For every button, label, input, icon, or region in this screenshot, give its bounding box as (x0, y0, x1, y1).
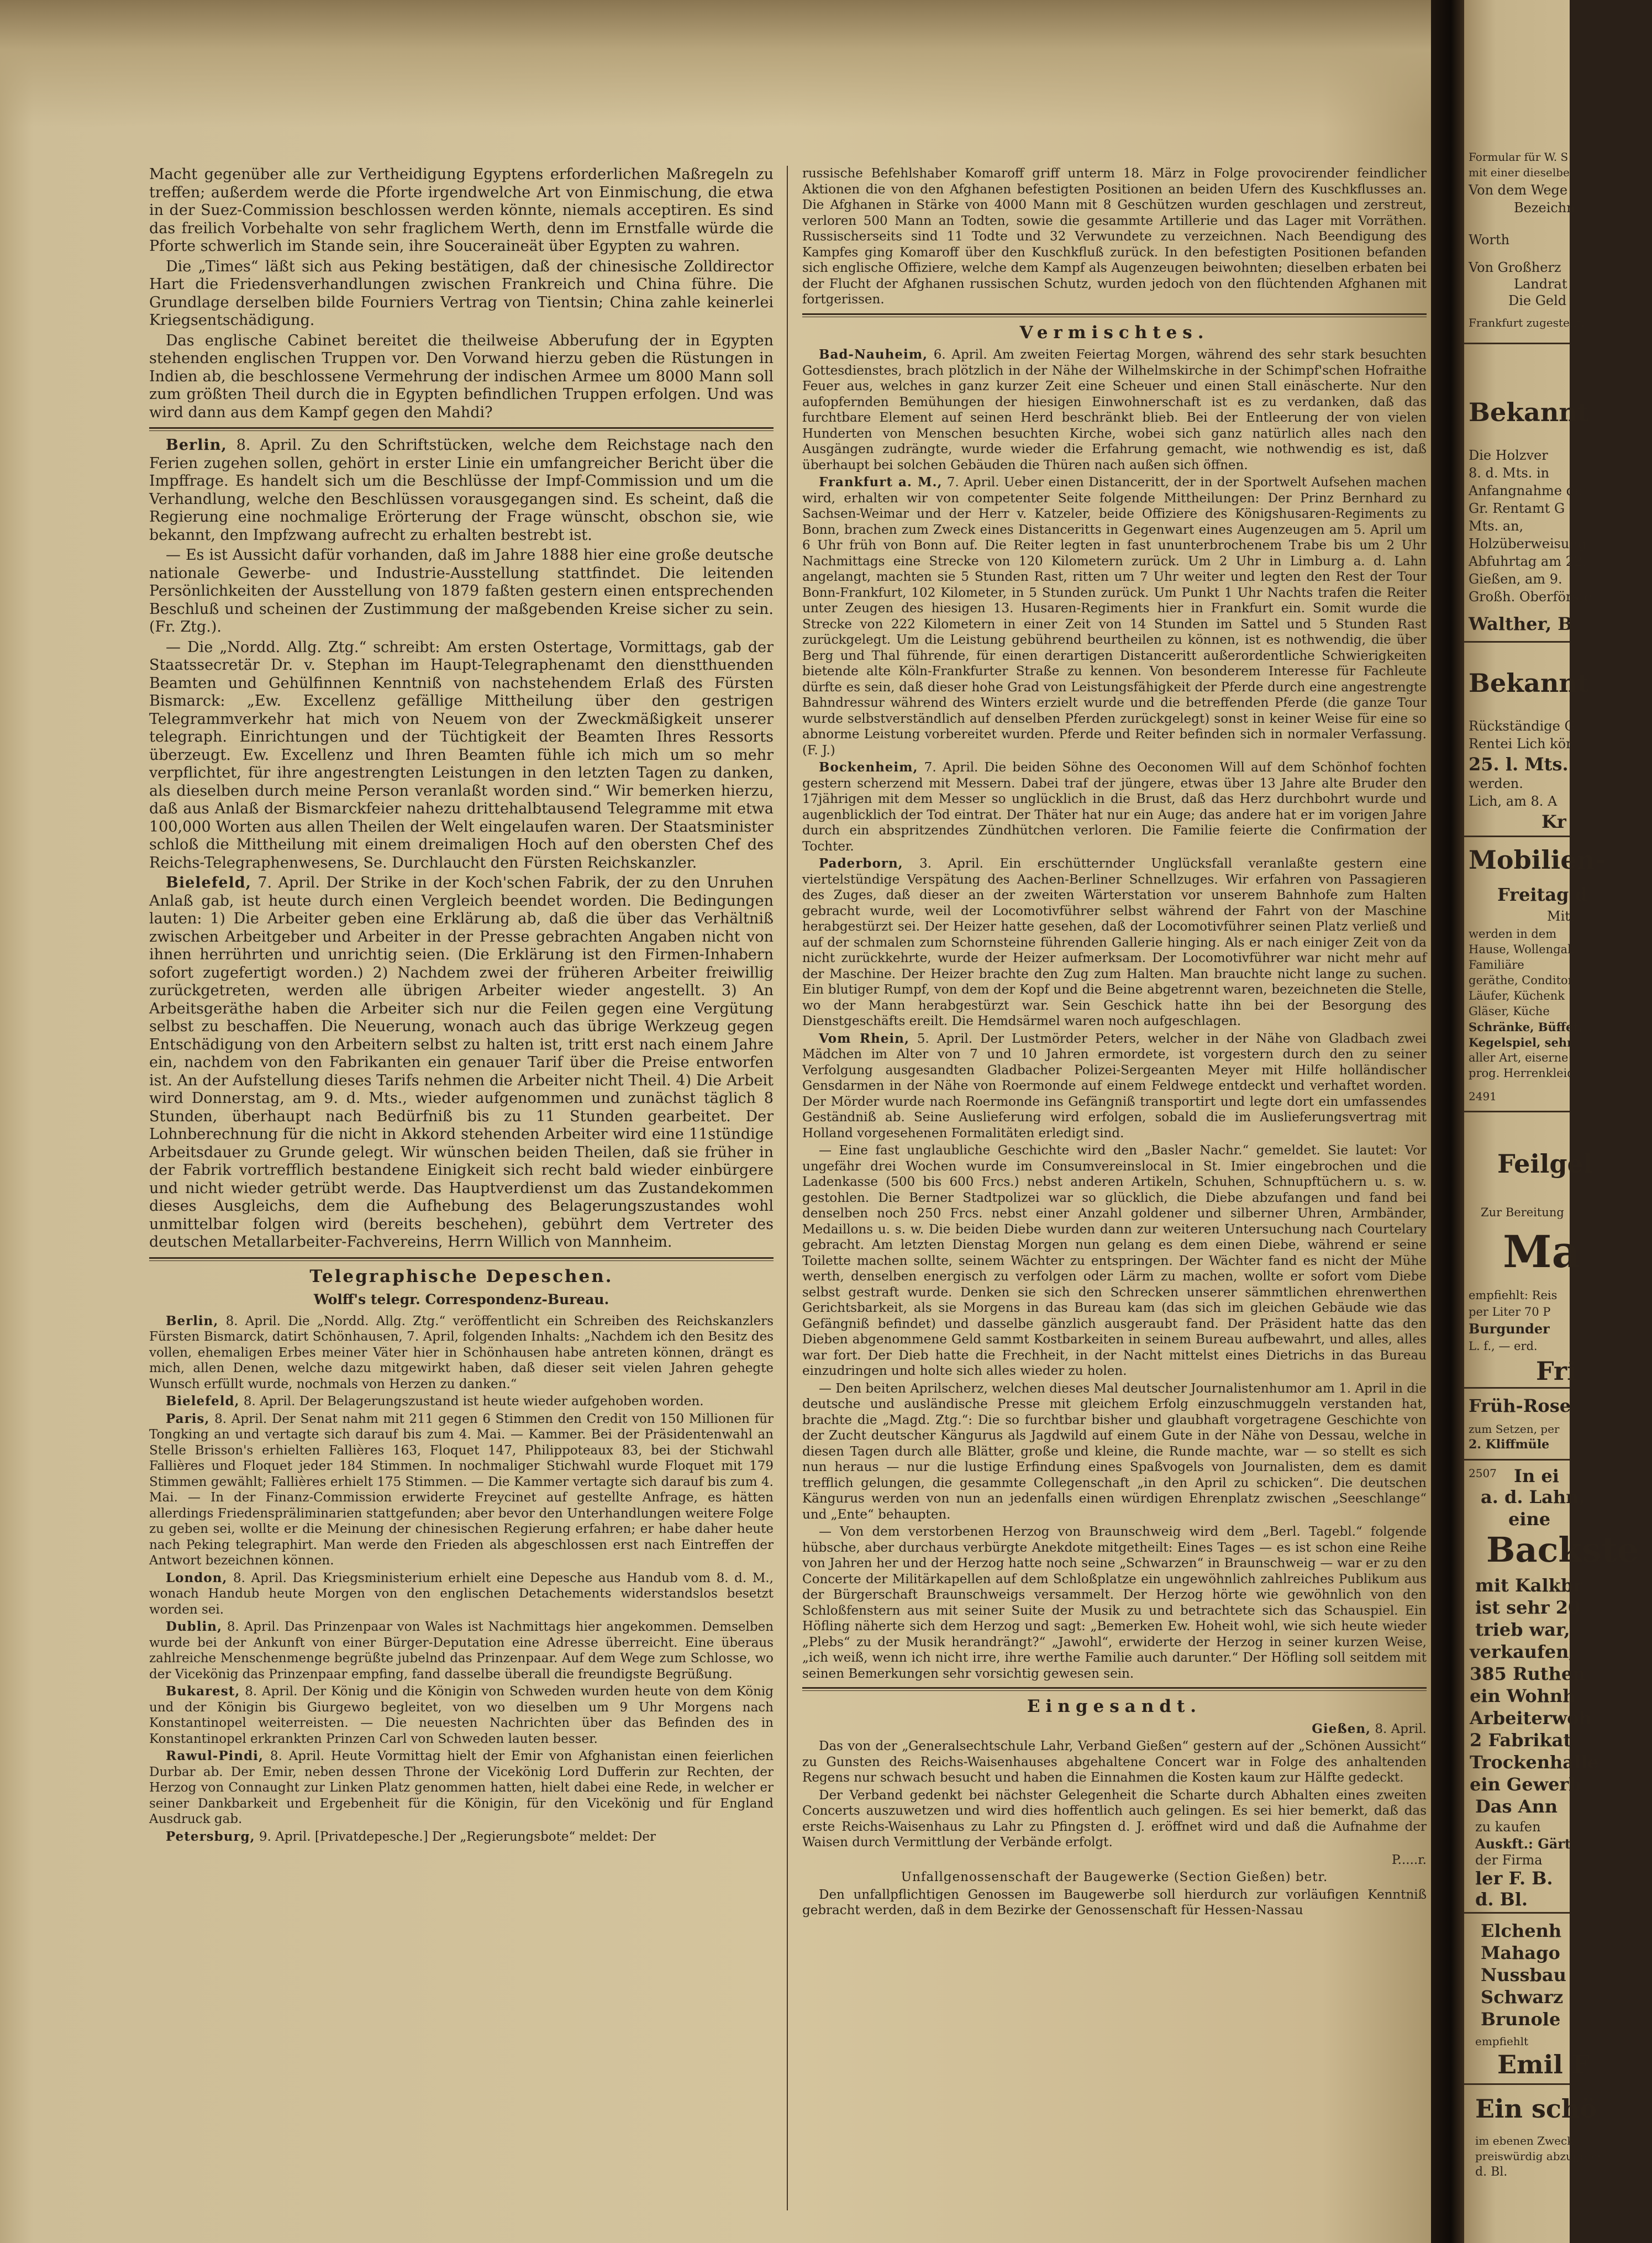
telegraph-text: 8. April. Der Senat nahm mit 211 gegen 6 Stimmen den Credit von 150 Millionen für Tongking an und vertagte sich darauf bis zum 4. Mai. — Kammer. Bei der Präsidentenwahl an Stelle Brisson's erhielten Fallières 163, Floquet 147, Philippoteaux 83, bei der Stichwahl Fallières und Floquet jeder 184 Stimmen. In nochmaliger Stichwahl wurde Floquet mit 179 Stimmen gewählt; Fallières erhielt 175 Stimmen. — Die Kammer vertagte sich darauf bis zum 4. Mai. — In der Finanz-Commission erwiderte Freycinet auf gestellte Anfrage, es hätten allerdings Friedenspräliminarien stattgefunden; aber bevor den Unterhandlungen weitere Folge zu geben sei, wollte er die Meinung der chinesischen Regierung erfahren; er habe daher heute nach Peking telegraphirt. Man werde den Frieden als abgeschlossen erst nach Eintreffen der Antwort bezeichnen können. (149, 1411, 774, 1568)
vermischtes-text: — Von dem verstorbenen Herzog von Braunschweig wird dem „Berl. Tagebl.“ folgende hübsche, aber durchaus verbürgte Anekdote mitgetheilt: Eines Tages — es ist schon eine Reihe von Jahren her und der Herzog hatte noch seine „Schwarzen“ in Braunschweig — war er zu den Concerte der Militärkapellen auf dem Schloßplatze ein ungewöhnlich zahlreiches Publikum aus der Bürgerschaft Braunschweigs versammelt. Der Herzog hörte wie gewöhnlich von den Schloßfenstern aus mit seiner Suite der Musik zu und betrachtete sich das Schauspiel. Ein Höfling näherte sich dem Herzog und sagt: „Bemerken Ew. Hoheit wohl, wie sich heute wieder „Plebs“ zu der Musik herandrängt?“ „Jawohl“, erwiderte der Herzog in seiner kurzen Weise, „ich weiß, wenn ich nicht irre, ihre werthe Familie auch darunter.“ Der Höfling soll seitdem mit seinen Bemerkungen sehr vorsichtig gewesen sein. (802, 1525, 1427, 1681)
vermischtes-list (802, 347, 1427, 1682)
section-divider (802, 1687, 1427, 1691)
vermischtes-item (802, 856, 1427, 1029)
fragment-text: a. d. Lahn, (1481, 1486, 1585, 1507)
article-berlin-telegram: — Die „Nordd. Allg. Ztg.“ schreibt: Am ersten Ostertage, Vormittags, gab der Staatssecretär Dr. v. Stephan im Haupt-Telegraphenamt den dienstthuenden Beamten und Gehülfinnen Kenntniß von nachstehendem Erlaß des Fürsten Bismarck: „Ew. Excellenz gefällige Mittheilung über den gestrigen Telegrammverkehr hat mich von Neuem von der Zweckmäßigkeit unserer telegraph. Einrichtungen und der Tüchtigkeit der Beamten Ihres Ressorts überzeugt. Ew. Excellenz und Ihren Beamten fühle ich mich um so mehr verpflichtet, für ihre angestrengten Leistungen in den letzten Tagen zu danken, als dieselben durch meine Person veranlaßt worden sind.“ Wir bemerken hierzu, daß aus Anlaß der Bismarckfeier nahezu drittehalbtausend Telegramme mit etwa 100,000 Worten aus allen Theilen der Welt eingelaufen waren. Der Staatsminister schloß die Mittheilung mit einem dreimaligen Hoch auf den obersten Chef des Reichs-Telegraphenwesens, Se. Durchlaucht den Fürsten Reichskanzler. (149, 638, 774, 871)
fragment-text: Abfuhrtag am 22. (1469, 554, 1587, 569)
telegraph-subheading: Wolff's telegr. Correspondenz-Bureau. (313, 1291, 609, 1307)
fragment-heading: Bekannt (1469, 397, 1589, 427)
vermischtes-text: 3. April. Ein erschütternder Unglücksfall veranlaßte gestern eine viertelstündige Verspätung des Aachen-Berliner Schnellzuges. Wir erfahren von Passagieren des Zuges, daß dieser an der zweiten Wärterstation vor unserem Bahnhofe zum Halten gebracht wurde, weil der Locomotivführer selbst während der Fahrt von der Maschine herabgestürzt sei. Der Heizer hatte gesehen, daß der Locomotivführer seinen Platz verließ und auf der schmalen zum Schornsteine führenden Gallerie hinging. Als er nach einiger Zeit von da nicht zurückkehrte, wurde der Heizer aufmerksam. Der Locomotivführer war nicht mehr auf der Maschine. Der Heizer brachte den Zug zum Halten. Man brauchte nicht lange zu suchen. Ein blutiger Rumpf, von dem der Kopf und die Beine abgetrennt waren, bezeichneten die Stelle, wo der Mann herabgestürzt war. Sein Geschick hatte ihn bei der Besorgung des Dienstgeschäfts ereilt. Die Hemdsärmel waren noch aufgeschlagen. (802, 857, 1427, 1028)
fragment-text: Von dem Wege (1469, 182, 1568, 198)
fragment-text: ist sehr 20 (1475, 1597, 1581, 1618)
vermischtes-item (802, 1381, 1427, 1523)
fragment-text: Burgunder (1469, 1321, 1550, 1337)
fragment-text: Formular für W. S (1469, 150, 1569, 164)
telegraph-place: London, (166, 1570, 228, 1585)
telegraph-text: 8. April. Die „Nordd. Allg. Ztg.“ veröffentlicht ein Schreiben des Reichskanzlers Fürsten Bismarck, datirt Schönhausen, 7. April, folgenden Inhalts: „Nachdem ich den Besitz des vollen, ehemaligen Erbes meiner Väter hier in Schönhausen habe antreten können, drängt es mich, allen Denen, welche dazu mitgewirkt haben, daß dieser seit vielen Jahren gehegte Wunsch erfüllt wurde, nochmals von Herzen zu danken.“ (149, 1314, 774, 1391)
eingesandt-date: 8. April. (1375, 1721, 1427, 1736)
telegraph-item (149, 1829, 774, 1845)
vermischtes-heading: Vermischtes. (1019, 322, 1209, 343)
eingesandt-place: Gießen, (1312, 1721, 1371, 1736)
fragment-text: mit einer dieselbe (1469, 166, 1570, 179)
telegraph-item (149, 1570, 774, 1618)
telegraph-text: 8. April. Das Kriegsministerium erhielt eine Depesche aus Handub vom 8. d. M., wonach Handub heute Morgen von den englischen Detachements widerstandslos besetzt worden sei. (149, 1570, 774, 1617)
vermischtes-place: Frankfurt a. M., (819, 475, 943, 490)
fragment-text: Das Ann (1475, 1796, 1558, 1817)
fragment-text: eine (1508, 1509, 1551, 1530)
fragment-rule (1464, 1912, 1570, 1914)
fragment-text: Familiäre (1469, 958, 1524, 971)
fragment-text: im ebenen Zweck (1475, 2134, 1574, 2147)
berlin-text: 8. April. Zu den Schriftstücken, welche dem Reichstage nach den Ferien zugehen sollen, gehört in erster Linie ein umfangreicher Bericht über die Impffrage. Es handelt sich um die Beschlüsse der Impf-Commission und um die Verhandlung, welche den Beschlüssen vorausgegangen sind. Es scheint, daß die Regierung eine nochmalige Erörterung der Frage wünscht, obschon sie, wie bekannt, den Impfzwang aufrecht zu erhalten bestrebt ist. (149, 437, 774, 544)
fragment-text: Gießen, am 9. (1469, 571, 1562, 587)
telegraph-item (149, 1748, 774, 1827)
fragment-text: Gläser, Küche (1469, 1005, 1550, 1018)
vermischtes-place: Paderborn, (819, 856, 903, 871)
telegraph-text: 8. April. Heute Vormittag hielt der Emir von Afghanistan einen feierlichen Durbar ab. Der Emir, neben dessen Throne der Vicekönig Lord Dufferin zur Rechten, der Herzog von Connaught zur Linken Platz genommen hatten, hielt dabei eine Rede, in welcher er seiner Dankbarkeit und Ergebenheit für die Königin, für den Vicekönig und für England Ausdruck gab. (149, 1749, 774, 1826)
article-egypt: Macht gegenüber alle zur Vertheidigung Egyptens erforderlichen Maßregeln zu treffen; außerdem werde die Pforte irgendwelche Art von Einmischung, die etwa in der Suez-Commission beschlossen werden könnte, niemals acceptiren. Es sind das freilich Vorbehalte von sehr fraglichem Werth, denn im Ernstfalle würde die Pforte schwerlich im Stande sein, ihre Souceraineät über Egypten zu wahren. (149, 166, 774, 255)
book-spine (1431, 0, 1464, 2243)
unfall-heading: Unfallgenossenschaft der Baugewerke (Section Gießen) betr. (901, 1870, 1328, 1884)
fragment-heading: Backste (1486, 1530, 1639, 1570)
fragment-text: Zur Bereitung (1481, 1206, 1564, 1219)
fragment-text: Lich, am 8. A (1469, 794, 1558, 809)
section-divider (149, 1257, 774, 1261)
telegraph-item (149, 1394, 774, 1410)
telegraph-text: 8. April. Der König und die Königin von Schweden wurden heute von dem König und der Königin bis Giurgewo begleitet, von wo dieselben um 9 Uhr Morgens nach Konstantinopel weiterreisten. — Die neuesten Nachrichten über das Befinden des in Konstantinopel erkrankten Prinzen Carl von Schweden lauten besser. (149, 1684, 774, 1746)
fragment-text: 385 Ruthen (1470, 1663, 1586, 1684)
fragment-text: prog. Herrenkleid (1469, 1067, 1575, 1080)
fragment-text: 2 Fabrikat (1470, 1730, 1572, 1751)
left-column (149, 166, 774, 2221)
fragment-rule (1464, 1459, 1570, 1461)
fragment-rule (1464, 836, 1570, 837)
fragment-text: Nussbau (1481, 1964, 1566, 1985)
section-divider (149, 427, 774, 431)
telegraph-heading: Telegraphische Depeschen. (309, 1266, 613, 1286)
article-bielefeld (149, 874, 774, 1252)
fragment-text: Mts. an, (1469, 518, 1524, 534)
article-berlin (149, 437, 774, 544)
eingesandt-signature: P.....r. (1391, 1852, 1427, 1867)
fragment-text: Großh. Oberförste (1469, 589, 1592, 605)
fragment-text: per Liter 70 P (1469, 1305, 1551, 1319)
fragment-rule (1464, 1111, 1570, 1112)
fragment-text: In ei (1514, 1465, 1559, 1486)
fragment-text: werden in dem (1469, 927, 1557, 941)
fragment-text: Holzüberweisung (1469, 536, 1587, 551)
eingesandt-text: Das von der „Generalsechtschule Lahr, Verband Gießen“ gestern auf der „Schönen Aussicht“ zu Gunsten des Reichs-Waisenhauses abgehaltene Concert war in Folge des anhaltenden Regens nur schwach besucht und haben die Einnahmen die Kosten kaum zur Hälfte gedeckt. (802, 1739, 1427, 1785)
eingesandt-dateline-row (802, 1721, 1427, 1737)
fragment-text: 25. l. Mts. (1469, 754, 1569, 775)
fragment-text: Läufer, Küchenk (1469, 989, 1565, 1002)
fragment-text: d. Bl. (1475, 1889, 1528, 1910)
dateline-berlin: Berlin, (166, 437, 227, 454)
fragment-heading: Bekannt (1469, 668, 1589, 698)
vermischtes-item (802, 760, 1427, 854)
fragment-heading: Fri (1536, 1356, 1577, 1386)
fragment-rule (1464, 343, 1570, 344)
telegraph-text: 8. April. Das Prinzenpaar von Wales ist Nachmittags hier angekommen. Demselben wurde bei der Ankunft von einer Bürger-Deputation eine Adresse überreicht. Eine überaus zahlreiche Menschenmenge begrüßte jubelnd das Prinzenpaar. Auf dem Wege zum Schlosse, wo der Vicekönig das Prinzenpaar empfing, fand dasselbe überall die freundigste Begrüßung. (149, 1620, 774, 1682)
fragment-text: Rentei Lich kön (1469, 736, 1575, 752)
fragment-heading: Ma (1503, 1226, 1581, 1278)
eingesandt-text-2: Der Verband gedenkt bei nächster Gelegenheit die Scharte durch Abhalten eines zweiten Concerts auszuwetzen und wird dies hoffentlich auch gelingen. Es sei hier bemerkt, daß das erste Reichs-Waisenhaus zu Lahr zu Pfingsten d. J. eröffnet wird und daß die Aufnahme der Waisen durch Vermittlung der Verbände erfolgt. (802, 1788, 1427, 1850)
fragment-text: der Firma (1475, 1852, 1543, 1868)
telegraph-place: Bielefeld, (166, 1394, 240, 1409)
fragment-rule (1464, 1387, 1570, 1389)
vermischtes-item (802, 1143, 1427, 1379)
fragment-text: Freitag d (1497, 884, 1587, 905)
fragment-text: Walther, B (1469, 613, 1573, 634)
fragment-rule (1464, 641, 1570, 643)
fragment-text: ein Gewerb (1470, 1774, 1581, 1795)
fragment-text: L. f., — erd. (1469, 1340, 1538, 1353)
fragment-text: Frankfurt zugestellt. (1469, 316, 1585, 329)
vermischtes-item (802, 347, 1427, 473)
fragment-text: 2. Kliffmüle (1469, 1437, 1550, 1452)
telegraph-item (149, 1619, 774, 1682)
fragment-text: werden. (1469, 776, 1523, 791)
fragment-text: Schwarz (1481, 1987, 1564, 2008)
fragment-text: Die Holzver (1469, 448, 1548, 463)
fragment-heading: Feilgel (1497, 1149, 1593, 1179)
fragment-text: Landrat (1514, 276, 1567, 292)
fragment-text: empfiehlt: Reis (1469, 1289, 1558, 1302)
fragment-text: aller Art, eiserne (1469, 1051, 1569, 1064)
column-divider (787, 166, 788, 2210)
fragment-text: Trockenhalle (1470, 1752, 1599, 1773)
fragment-text: zum Setzen, per (1469, 1422, 1560, 1436)
fragment-text: 2491 (1469, 1090, 1497, 1103)
fragment-text: Auskft.: Gärt (1475, 1836, 1571, 1852)
article-times-peking: Die „Times“ läßt sich aus Peking bestätigen, daß der chinesische Zolldirector Hart die Friedensverhandlungen zwischen Frankreich und China führe. Die Grundlage derselben bilde Fourniers Vertrag von Tientsin; China zahle keinerlei Kriegsentschädigung. (149, 258, 774, 329)
petersburg-continued (802, 166, 1427, 308)
vermischtes-item (802, 1031, 1427, 1142)
fragment-heading: Emil F (1497, 2050, 1590, 2079)
telegraph-place: Rawul-Pindi, (166, 1748, 264, 1763)
fragment-text: geräthe, Conditor (1469, 974, 1574, 987)
fragment-text: ler F. B. (1475, 1868, 1553, 1889)
vermischtes-item (802, 475, 1427, 758)
middle-column (802, 166, 1427, 2221)
vermischtes-place: Vom Rhein, (819, 1031, 909, 1046)
fragment-text: Brunole (1481, 2009, 1561, 2030)
vermischtes-place: Bockenheim, (819, 760, 918, 775)
telegraph-place: Berlin, (166, 1313, 219, 1328)
fragment-text: ein Wohnh (1470, 1685, 1576, 1706)
vermischtes-item (802, 1524, 1427, 1682)
unfall-text: Den unfallpflichtigen Genossen im Baugewerbe soll hierdurch zur vorläufigen Kenntniß gebracht werden, daß in dem Bezirke der Genossenschaft für Hessen-Nassau (802, 1887, 1427, 1918)
petersburg-text: russische Befehlshaber Komaroff griff unterm 18. März in Folge provocirender feindlicher Aktionen die von den Afghanen befestigten Positionen an beiden Ufern des Kuschkflusses an. Die Afghanen in Stärke von 4000 Mann mit 8 Geschützen wurden geschlagen und zerstreut, verloren 500 Mann an Todten, sowie die gesammte Artillerie und das Lager mit Vorräthen. Russischerseits sind 11 Todte und 32 Verwundete zu verzeichnen. Nach Beendigung des Kampfes ging Komaroff über den Kuschkfluß zurück. In den befestigten Positionen befanden sich englische Offiziere, welche dem Kampf als Augenzeugen beiwohnten; dieselben erbaten bei der Flucht der Afghanen russischen Schutz, wurden jedoch von den flüchtenden Afghanen mit fortgerissen. (802, 166, 1427, 307)
fragment-heading: Früh-Rose (1469, 1395, 1571, 1416)
fragment-text: empfiehlt (1475, 2035, 1529, 2048)
vermischtes-place: Bad-Nauheim, (819, 347, 928, 362)
telegraph-place: Paris, (166, 1411, 210, 1426)
fragment-heading: Mobilien- (1469, 845, 1606, 875)
fragment-text: d. Bl. (1475, 2165, 1508, 2179)
fragment-text: Die Geld (1508, 293, 1567, 308)
vermischtes-text: 7. April. Ueber einen Distanceritt, der in der Sportwelt Aufsehen machen wird, erhalten wir von competenter Seite folgende Mittheilungen: Der Prinz Bernhard zu Sachsen-Weimar und der Herr v. Katzeler, beide Offiziere des Königshusaren-Regiments zu Bonn, brachen zum Zweck eines Distanceritts in Gegenwart eines Augenzeugen am 5. April um 6 Uhr früh von Bonn auf. Die Reiter legten in fast ununterbrochenem Trabe bis um 2 Uhr Nachmittags eine Strecke von 120 Kilometern zurück. Um 2 Uhr in Limburg a. d. Lahn angelangt, machten sie 5 Stunden Rast, ritten um 7 Uhr weiter und legten den Rest der Tour Bonn-Frankfurt, 102 Kilometer, in 5 Stunden zurück. Um Punkt 1 Uhr Nachts trafen die Reiter unter Zeugen des hiesigen 13. Husaren-Regiments hier in Frankfurt ein. Somit wurde die Strecke von 222 Kilometern in einer Zeit von 14 Stunden im Sattel und 5 Stunden Rast zurückgelegt. Um die Leistung gebührend beurtheilen zu können, ist es nothwendig, die über Berg und Thal führende, für einen derartigen Distanceritt außerordentliche Schwierigkeiten bietende alte Köln-Frankfurter Straße zu kennen. Von besonderem Interesse für Fachleute dürfte es sein, daß dieser hohe Grad von Leistungsfähigkeit der Pferde durch eine angestrengte Bahndressur während des Winters erzielt wurde und die betreffenden Pferde (die ganze Tour wurde selbstverständlich auf denselben Pferden zurückgelegt) sonst in keiner Weise für eine so abnorme Leistung vorbereitet wurden. Pferde und Reiter befinden sich in normaler Verfassung. (F. J.) (802, 475, 1427, 758)
fragment-text: Kr (1541, 811, 1566, 832)
eingesandt-body (802, 1721, 1427, 1919)
fragment-text: preiswürdig abzugeben. (1475, 2150, 1611, 2163)
telegraph-item (149, 1411, 774, 1569)
fragment-text: Bezeichn (1514, 200, 1575, 216)
telegraph-item (149, 1314, 774, 1393)
fragment-text: Anfangnahme der (1469, 483, 1589, 498)
telegraph-place: Petersburg, (166, 1829, 255, 1844)
fragment-rule (1464, 2083, 1570, 2085)
vermischtes-text: — Eine fast unglaubliche Geschichte wird den „Basler Nachr.“ gemeldet. Sie lautet: Vor ungefähr drei Wochen wurde im Consumvereinslocal in St. Imier eingebrochen und die Ladenkasse (500 bis 600 Frcs.) nebst anderen Artikeln, Schuhen, Schnupftüchern u. s. w. gestohlen. Die Berner Stadtpolizei war so glücklich, die Diebe abzufangen und fand bei denselben noch 250 Frcs. nebst einer Anzahl goldener und silberner Uhren, Armbänder, Medaillons u. s. w. Die beiden Diebe wurden dann zur weiteren Untersuchung nach Courtelary gebracht. Am letzten Dienstag Morgen nun gelang es dem einen Diebe, während er seine Toilette machen sollte, seinem Wächter zu entspringen. Der Wächter fand es nicht der Mühe werth, denselben energisch zu verfolgen oder Lärm zu machen, wollte er sofort vom Diebe selbst gestraft wurde. Denken sie sich den Schrecken unserer sämmtlichen ehrenwerthen Gerichtsbarkeit, als sie Morgens in das Bureau kam (das sich im gleichen Gebäude wie das Gefängniß befindet) und dasselbe gänzlich ausgeraubt fand. Der Präsident hatte das den Dieben abgenommene Geld sammt Kostbarkeiten in seinem Bureau aufbewahrt, und alles, alles war fort. Der Dieb hatte die Frechheit, in der Nacht mittelst eines Dietrichs in das Bureau einzudringen und holte sich alles wieder zu holen. (802, 1143, 1427, 1378)
right-page-fragment (1464, 0, 1639, 2243)
fragment-text: trieb war, (1475, 1619, 1570, 1640)
fragment-text: Rückständige G (1469, 718, 1575, 734)
telegraph-place: Bukarest, (166, 1684, 240, 1699)
fragment-text: Schränke, Büffet, (1469, 1020, 1583, 1034)
telegraph-item (149, 1684, 774, 1747)
fragment-text: 2507 (1469, 1467, 1497, 1480)
telegraph-text: 8. April. Der Belagerungszustand ist heute wieder aufgehoben worden. (243, 1394, 704, 1409)
telegraph-place: Dublin, (166, 1619, 222, 1634)
vermischtes-text: 6. April. Am zweiten Feiertag Morgen, während des sehr stark besuchten Gottesdienstes, brach plötzlich in der Nähe der Wilhelmskirche in der Schimpf'schen Hofraithe Feuer aus, welches in ganz kurzer Zeit eine Scheuer und einen Stall einäscherte. Nur den aufopfernden Bemühungen der hiesigen Einwohnerschaft ist es zu verdanken, daß das furchtbare Element auf seinen Herd beschränkt blieb. Bei der Entleerung der von vielen Hunderten von Menschen besuchten Kirche, wobei sich ganz natürlich alles nach den Ausgängen zudrängte, wurde wieder die Erfahrung gemacht, wie nothwendig es ist, daß überhaupt bei solchen Gebäuden die Thüren nach außen sich öffnen. (802, 348, 1427, 472)
fragment-text: mit Kalkbr (1475, 1575, 1583, 1596)
fragment-text: Worth (1469, 232, 1510, 248)
telegraph-text: 9. April. [Privatdepesche.] Der „Regierungsbote“ meldet: Der (259, 1829, 656, 1844)
page-top-shading (0, 0, 1437, 127)
eingesandt-heading: Eingesandt. (1027, 1696, 1202, 1716)
fragment-text: verkaufen, (1470, 1641, 1575, 1662)
dateline-bielefeld: Bielefeld, (166, 874, 252, 891)
vermischtes-text: — Den beiten Aprilscherz, welchen dieses Mal deutscher Journalistenhumor am 1. April in die deutsche und ausländische Presse mit gleichem Erfolg einzuschmuggeln verstanden hat, brachte die „Magd. Ztg.“: Die so furchtbar bisher und glaubhaft vorgetragene Geschichte von der Zucht deutscher Kängurus als Jagdwild auf einem Gute in der Nähe von Dessau, welche in diesen Tagen durch alle Blätter, große und kleine, die Runde machte, war — so stellt es sich nun heraus — nur die lustige Erfindung eines Spaßvogels von Journalisten, dem es damit trefflich gelungen, die gesammte Collegenschaft „in den April zu schicken“. Die deutschen Kängurus werden von nun an jedenfalls einen würdigen Ehrenplatz zwischen „Seeschlange“ und „Ente“ behaupten. (802, 1381, 1427, 1522)
fragment-text: Mahago (1481, 1942, 1560, 1963)
fragment-text: Hause, Wollengab (1469, 943, 1575, 956)
article-berlin-exhibition: — Es ist Aussicht dafür vorhanden, daß im Jahre 1888 hier eine große deutsche nationale Gewerbe- und Industrie-Ausstellung stattfindet. Die leitenden Persönlichkeiten der Ausstellung von 1879 faßten gestern einen entsprechenden Beschluß und scheinen der Zustimmung der maßgebenden Kreise sicher zu sein. (Fr. Ztg.). (149, 547, 774, 635)
vermischtes-text: 7. April. Die beiden Söhne des Oeconomen Will auf dem Schönhof fochten gestern scherzend mit Messern. Dabei traf der jüngere, etwas über 13 Jahre alte Bruder den 17jährigen mit dem Messer so unglücklich in die Brust, daß das Herz durchbohrt wurde und augenblicklich der Tod eintrat. Der Thäter hat nur ein Auge; das andere hat er im vorigen Jahre durch ein abspritzendes Zündhütchen verloren. Die Familie feierte die Confirmation der Tochter. (802, 760, 1427, 854)
vermischtes-text: 5. April. Der Lustmörder Peters, welcher in der Nähe von Gladbach zwei Mädchen im Alter von 7 und 10 Jahren ermordete, ist vorgestern durch den zu seiner Verfolgung ausgesandten Gladbacher Polizei-Sergeanten Meyer mit Hilfe holländischer Gensdarmen in der Nähe von Roermonde auf einem Feldwege entdeckt und verhaftet worden. Der Mörder wurde nach Roermonde ins Gefängniß transportirt und legte dort ein umfassendes Geständniß ab. Seine Auslieferung wird erfolgen, sobald die im Auslieferungsvertrag mit Holland vorgesehenen Formalitäten erledigt sind. (802, 1031, 1427, 1141)
fragment-text: zu kaufen (1475, 1819, 1541, 1835)
fragment-text: Arbeiterwoh (1470, 1708, 1592, 1729)
fragment-text: Elchenh (1481, 1920, 1562, 1941)
telegraph-list (149, 1314, 774, 1845)
section-divider (802, 313, 1427, 317)
fragment-text: Kegelspiel, sehr (1469, 1036, 1574, 1049)
fragment-text: Mitt (1547, 908, 1576, 924)
fragment-text: Gr. Rentamt G (1469, 501, 1565, 516)
article-english-cabinet: Das englische Cabinet bereitet die theilweise Abberufung der in Egypten stehenden englischen Truppen vor. Den Vorwand hierzu geben die Rüstungen in Indien ab, die beschlossene Vermehrung der indischen Armee um 8000 Mann soll zum größten Theil durch die in Egypten befindlichen Truppen erfolgen. Und was wird dann aus dem Kampf gegen den Mahdi? (149, 332, 774, 421)
fragment-heading: Ein schö (1475, 2094, 1597, 2124)
fragment-text: Von Großherz (1469, 260, 1561, 275)
fragment-text: 8. d. Mts. in (1469, 465, 1550, 481)
bielefeld-text: 7. April. Der Strike in der Koch'schen Fabrik, der zu den Unruhen Anlaß gab, ist heute durch einen Vergleich beendet worden. Die Bedingungen lauten: 1) Die Arbeiter geben eine Erklärung ab, daß die über das Verhältniß zwischen Arbeitgeber und Arbeiter in der Presse gebrachten Angaben nicht von ihnen herrührten und unrichtig seien. (Die Erklärung ist den Firmen-Inhabern sofort zugefertigt worden.) 2) Nachdem zwei der früheren Arbeiter freiwillig zurückgetreten, werden alle übrigen Arbeiter wieder angestellt. 3) An Arbeitsgeräthe haben die Arbeiter sich nur die Feilen gegen eine Vergütung selbst zu beschaffen. Die Neuerung, wonach auch das übrige Werkzeug gegen Entschädigung von den Arbeitern selbst zu halten ist, tritt erst nach einem Jahre ein, nachdem von den Fabrikanten ein genauer Tarif über die Preise entworfen ist. An der Aufstellung dieses Tarifs nehmen die Arbeiter nicht Theil. 4) Die Arbeit wird Donnerstag, am 9. d. Mts., wieder aufgenommen und zunächst täglich 8 Stunden, überhaupt nach Bedürfniß bis zu 11 Stunden gearbeitet. Der Lohnberechnung für die nicht in Akkord stehenden Arbeiter wird eine 11stündige Arbeitsdauer zu Grunde gelegt. Wir wünschen beiden Theilen, daß sie früher in der Fabrik vortrefflich bestandene Einigkeit sich recht bald wieder einbürgere und nicht wieder getrübt werde. Das Hauptverdienst um das Zustandekommen dieses Ausgleichs, dem die Aufhebung des Belagerungszustandes wohl unmittelbar folgen wird (bereits beschehen), gebührt dem Vertreter des deutschen Metallarbeiter-Fachvereins, Herrn Willich von Mannheim. (149, 874, 774, 1251)
